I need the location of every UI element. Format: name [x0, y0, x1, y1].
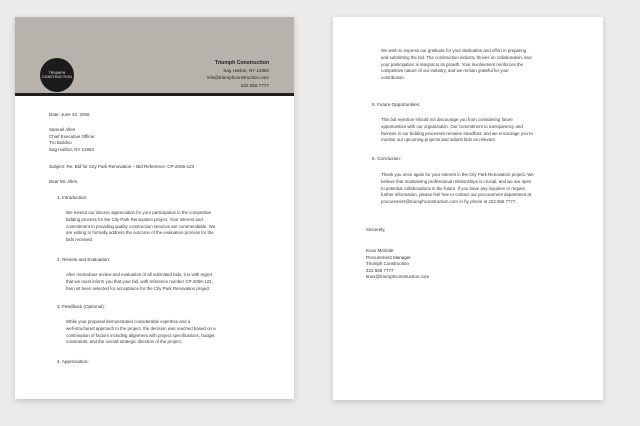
company-city: Sag Harbor, NY 11963 [223, 68, 269, 74]
section-title-future: 5. Future Opportunities: [372, 102, 421, 107]
section-body-feedback: While your proposal demonstrated considerable expertise and a well-structured approach to the project, the decision was reached based on a combination of factors including alignment with project specifications, budget constraints, and the overall strategic direction of the project. [66, 319, 216, 345]
section-title-conclusion: 6. Conclusion: [372, 156, 402, 161]
section-title-feedback: 3. Feedback (Optional): [57, 304, 106, 309]
recipient-company: Tru Buildco [49, 140, 72, 146]
signer-company: Triumph Construction [366, 261, 409, 267]
section-body-future: This bid rejection should not discourage you from considering future opportunities with our organization. Our commitment to transparency and fairness in our bidding processes remains steadfast, and we encourage you to monitor our upcoming projects and submit bids as relevant. [381, 117, 533, 143]
company-contact-block [207, 60, 269, 89]
signature-block [366, 248, 429, 281]
company-phone: 222 555 7777 [240, 82, 269, 88]
signer-name: Knox Mcbride [366, 248, 394, 253]
letter-page-1 [15, 17, 294, 399]
salutation: Dear Mr. Allen, [49, 179, 79, 184]
section-body-appreciation: We wish to express our gratitude for your dedication and effort in preparing and submitting the bid. The construction industry thrives on collaboration, and your participation is integral to its growth. Your involvement reinforces the competitive nature of our industry, and we remain grateful for your contribution. [381, 48, 532, 81]
section-title-introduction: 1. Introduction: [57, 195, 88, 200]
letter-page-2 [333, 17, 603, 400]
signer-phone: 222 555 7777 [366, 267, 394, 273]
signer-title: Procurement Manager [366, 254, 411, 260]
recipient-title: Chief Executive Officer [49, 133, 95, 139]
company-name: Triumph Construction [214, 60, 269, 66]
letter-date: Date: June 22, 2056 [49, 112, 90, 117]
logo-text-line-1: TRIUMPH [48, 71, 66, 75]
section-body-introduction: We extend our sincere appreciation for your participation in the competitive bidding process for the City Park Renovation project. Your interest and commitment to providing quality construction services are commendable. We are writing to formally address the outcome of the evaluation process for the bids received. [66, 210, 216, 243]
section-title-appreciation: 4. Appreciation: [57, 359, 89, 364]
section-title-review: 2. Review and Evaluation: [57, 257, 111, 262]
company-logo [40, 58, 74, 92]
closing: Sincerely, [366, 227, 386, 232]
recipient-address: Sag Harbor, NY 11963 [49, 146, 94, 152]
logo-text-line-2: CONSTRUCTION [42, 75, 72, 79]
section-body-conclusion: Thank you once again for your interest in the City Park Renovation project. We believe that maintaining professional relationships is crucial, and we are open to potential collaborations in the future. If you have any inquiries or require further information, please feel free to contact our procurement department at procurement@triumphconstruction.com or by phone at 222 555 7777. [381, 172, 534, 205]
section-body-review: After meticulous review and evaluation of all submitted bids, it is with regret that we must inform you that your bid, with reference number CP-2056-123, has not been selected for acceptance for the City Park Renovation project. [66, 272, 213, 291]
recipient-name: Samuel Allen [49, 127, 76, 132]
recipient-block [49, 127, 95, 153]
signer-email: knox@triumphconstruction.com [366, 274, 430, 280]
letterhead-banner [15, 17, 294, 96]
letter-subject: Subject: Re: Bid for City Park Renovation – Bid Reference: CP-2056-123 [49, 164, 195, 169]
company-email: info@triumphconstruction.com [206, 75, 269, 81]
